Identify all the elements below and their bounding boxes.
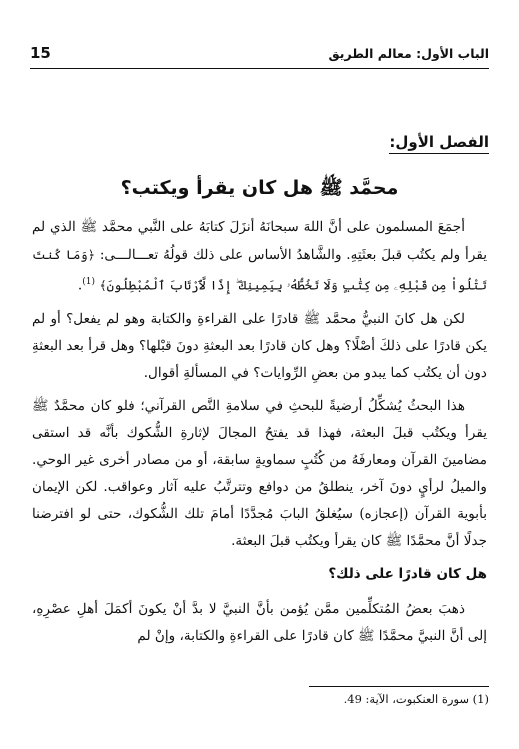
- footnote: (1) سورة العنكبوت، الآية: 49.: [343, 692, 489, 706]
- running-header: [30, 42, 489, 69]
- running-title: الباب الأول: معالم الطريق: [328, 45, 489, 61]
- paragraph: هذا البحثُ يُشكِّلُ أرضيةً للبحثِ في سلامةِ النَّص القرآني؛ فلو كان محمَّدٌ ﷺ يقرأ ويكتُب قبلَ البعثة، فهذا قد يفتحُ المجالَ لإثارةِ الشُّكوك بأنَّه قد استقى مضامينَ القرآن ومعارفَهُ من كُتُبٍ سماويةٍ سابقة، أو من مصادر أخرى غير الوحي. والميلُ لرأيٍ دونَ آخر، ينطلقُ من دوافع وتترتَّبُ عليه آثار وعواقب. لكن الإيمان بأبوية القرآن (إعجازه) سيُغلقُ البابَ مُجدَّدًا أمامَ تلك الشُّكوك، حتى لو افترضنا جدلًا أنَّ محمَّدًا ﷺ كان يقرأ ويكتُب قبلَ البعثة.: [32, 397, 487, 549]
- paragraph: أجمَعَ المسلمون على أنَّ اللهَ سبحانَهُ أنزَلَ كتابَهُ على النَّبي محمَّد ﷺ الذي لم يقرأ ولم يكتُب قبلَ بعثَتِهِ. والشَّاهدُ الأساس على ذلك قولُهُ تعـــالـــى: ﴿وَمَا كُنتَ تَتْلُواْ مِن قَبْلِهِۦ مِن كِتَٰبٍ وَلَا تَخُطُّهُۥ بِيَمِينِكَ ۖ إِذًا لَّٱرْتَابَ ٱلْمُبْطِلُونَ﴾ $^{(1)}$.: [32, 219, 487, 294]
- footnote-divider: [309, 686, 489, 687]
- footnote-reference: (1): [82, 277, 96, 287]
- subheading: هل كان قادرًا على ذلك؟: [328, 565, 487, 582]
- page-number: 15: [30, 44, 51, 62]
- paragraph: ذهبَ بعضُ المُتكلِّمين ممَّن يُؤمن بأنَّ النبيَّ لا بدَّ أنْ يكونَ أكمَلَ أهلِ عصْرِهِ، إلى أنَّ النبيَّ محمَّدًا ﷺ كان قادرًا على القراءةِ والكتابة، وإنْ لم: [32, 600, 487, 644]
- body-text: [32, 214, 487, 656]
- paragraph-text: أجمَعَ المسلمون على أنَّ اللهَ سبحانَهُ أنزَلَ كتابَهُ على النَّبي محمَّد ﷺ الذي لم يقرأ ولم يكتُب قبلَ بعثَتِهِ. والشَّاهدُ الأساس على ذلك قولُهُ تعـــالـــى:: [32, 219, 487, 263]
- section-title: محمَّد ﷺ هل كان يقرأ ويكتب؟: [120, 177, 399, 199]
- paragraph: لكن هل كانَ النبيُّ محمَّد ﷺ قادرًا على القراءةِ والكتابة وهو لم يفعل؟ أو لم يكن قادرًا على ذلكَ أصْلًا؟ وهل كان قادرًا بعد البعثةِ دونَ قبْلها؟ وهل قرأ بعد البعثةِ دون أن يكتُب كما يبدو من بعضِ الرِّوايات؟ في المسألةِ أقوال.: [32, 310, 487, 381]
- quran-verse: ﴿وَمَا كُنتَ تَتْلُواْ مِن قَبْلِهِۦ مِن كِتَٰبٍ وَلَا تَخُطُّهُۥ بِيَمِينِكَ ۖ إِذًا لَّٱرْتَابَ ٱلْمُبْطِلُونَ﴾: [32, 247, 487, 293]
- chapter-label: الفصل الأول:: [389, 133, 489, 154]
